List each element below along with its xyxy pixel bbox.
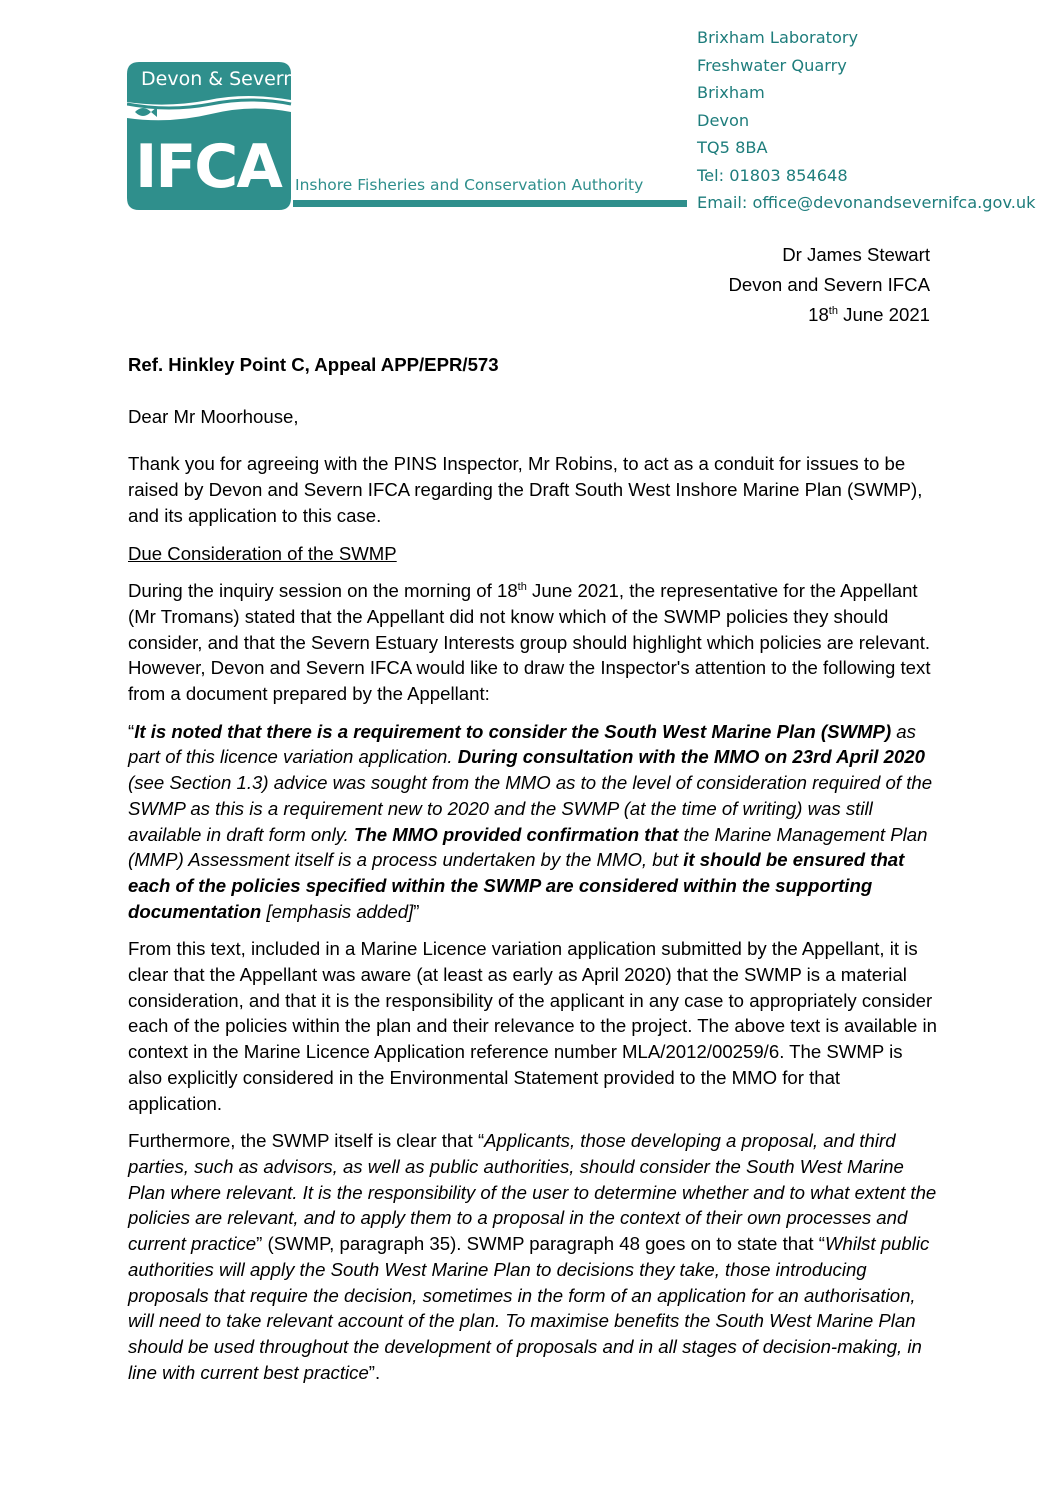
address-line: TQ5 8BA — [697, 138, 768, 157]
emphasis: The MMO provided confirmation that — [354, 823, 679, 845]
text-run: [emphasis added] — [261, 900, 414, 922]
text-run: Furthermore, the SWMP itself is clear that “ — [128, 1130, 485, 1152]
paragraph-application: From this text, included in a Marine Licence variation application submitted by the Appellant, it is clear that the Appellant was aware (at least as early as April 2020) that the SWMP is a material consideration, and that it is the responsibility of the applicant in any case to appropriately consider each of the policies within the plan and their relevance to the project. The above text is available in context in the Marine Licence Application reference number MLA/2012/00259/6. The SWMP is also explicitly considered in the Environmental Statement provided to the MMO for that application. — [128, 938, 937, 1114]
emphasis: During consultation with the MMO on 23rd April 2020 — [457, 746, 925, 768]
emphasis: it should be ensured that each of the policies specified within the SWMP are considered within the supporting documentation — [128, 849, 905, 922]
superscript: th — [517, 581, 527, 594]
quote-mark: “ — [128, 720, 135, 742]
address-block — [697, 24, 1036, 217]
greeting: Dear Mr Moorhouse, — [128, 405, 299, 427]
date-day: 18 — [808, 304, 829, 325]
letter-date — [728, 300, 930, 330]
logo-line2: IFCA — [135, 132, 281, 202]
reference-line: Ref. Hinkley Point C, Appeal APP/EPR/573 — [128, 354, 499, 375]
sender-block — [728, 240, 930, 330]
date-suffix: th — [828, 304, 838, 317]
address-line: Freshwater Quarry — [697, 55, 847, 75]
letter-body — [128, 352, 938, 1397]
section-heading: Due Consideration of the SWMP — [128, 542, 397, 564]
address-phone: Tel: 01803 854648 — [697, 165, 848, 185]
text-run: (see Section 1.3) advice was sought from the MMO as to the level of consideration required of the SWMP as this is a requirement new to 2020 and the SWMP (at the time of writing) was still available in draft form only. — [128, 772, 933, 845]
text-run: ”. — [368, 1361, 381, 1383]
text-run: During the inquiry session on the morning of 18 — [128, 580, 518, 602]
text-run: ” (SWMP, paragraph 35). SWMP paragraph 48 goes on to state that “ — [256, 1233, 825, 1255]
address-line: Brixham — [697, 83, 765, 102]
text-run: the Marine Management Plan (MMP) Assessment itself is a process undertaken by the MMO, but — [128, 823, 928, 871]
quote-mark: ” — [413, 900, 420, 922]
paragraph-swmp — [128, 1128, 938, 1385]
logo-tagline: Inshore Fisheries and Conservation Authority — [295, 176, 644, 194]
sender-name: Dr James Stewart — [782, 244, 930, 265]
paragraph-intro: Thank you for agreeing with the PINS Inspector, Mr Robins, to act as a conduit for issues to be raised by Devon and Severn IFCA regarding the Draft South West Inshore Marine Plan (SWMP), and its application to this case. — [128, 453, 923, 526]
address-email: Email: office@devonandsevernifca.gov.uk — [697, 193, 1036, 212]
text-run: as part of this licence variation application. — [128, 720, 916, 768]
quoted-text — [128, 719, 938, 925]
date-rest: June 2021 — [837, 304, 930, 325]
text-run: June 2021, the representative for the Appellant (Mr Tromans) stated that the Appellant did not know which of the SWMP policies they should consider, and that the Severn Estuary Interests group should highlight which policies are relevant. However, Devon and Severn IFCA would like to draw the Inspector's attention to the following text from a document prepared by the Appellant: — [128, 580, 931, 705]
sender-org: Devon and Severn IFCA — [728, 274, 930, 295]
address-line: Brixham Laboratory — [697, 28, 859, 47]
emphasis: It is noted that there is a requirement to consider the South West Marine Plan (SWMP) — [134, 720, 892, 742]
address-line: Devon — [697, 110, 750, 130]
logo-line1: Devon & Severn — [141, 68, 296, 90]
ifca-logo — [127, 62, 687, 212]
paragraph-inquiry — [128, 578, 938, 707]
italic-quote: Applicants, those developing a proposal, and third parties, such as advisors, as well as public authorities, should consider the South West Marine Plan where relevant. It is the responsibility of the user to determine whether and to what extent the policies are relevant, and to apply them to a proposal in the context of their own processes and current practice — [128, 1130, 937, 1255]
italic-quote: Whilst public authorities will apply the South West Marine Plan to decisions they take, those introducing proposals that require the decision, sometimes in the form of an application for an authorisation, will need to take relevant account of the plan. To maximise benefits the South West Marine Plan should be used throughout the development of proposals and in all stages of decision-making, in line with current best practice — [128, 1233, 930, 1383]
